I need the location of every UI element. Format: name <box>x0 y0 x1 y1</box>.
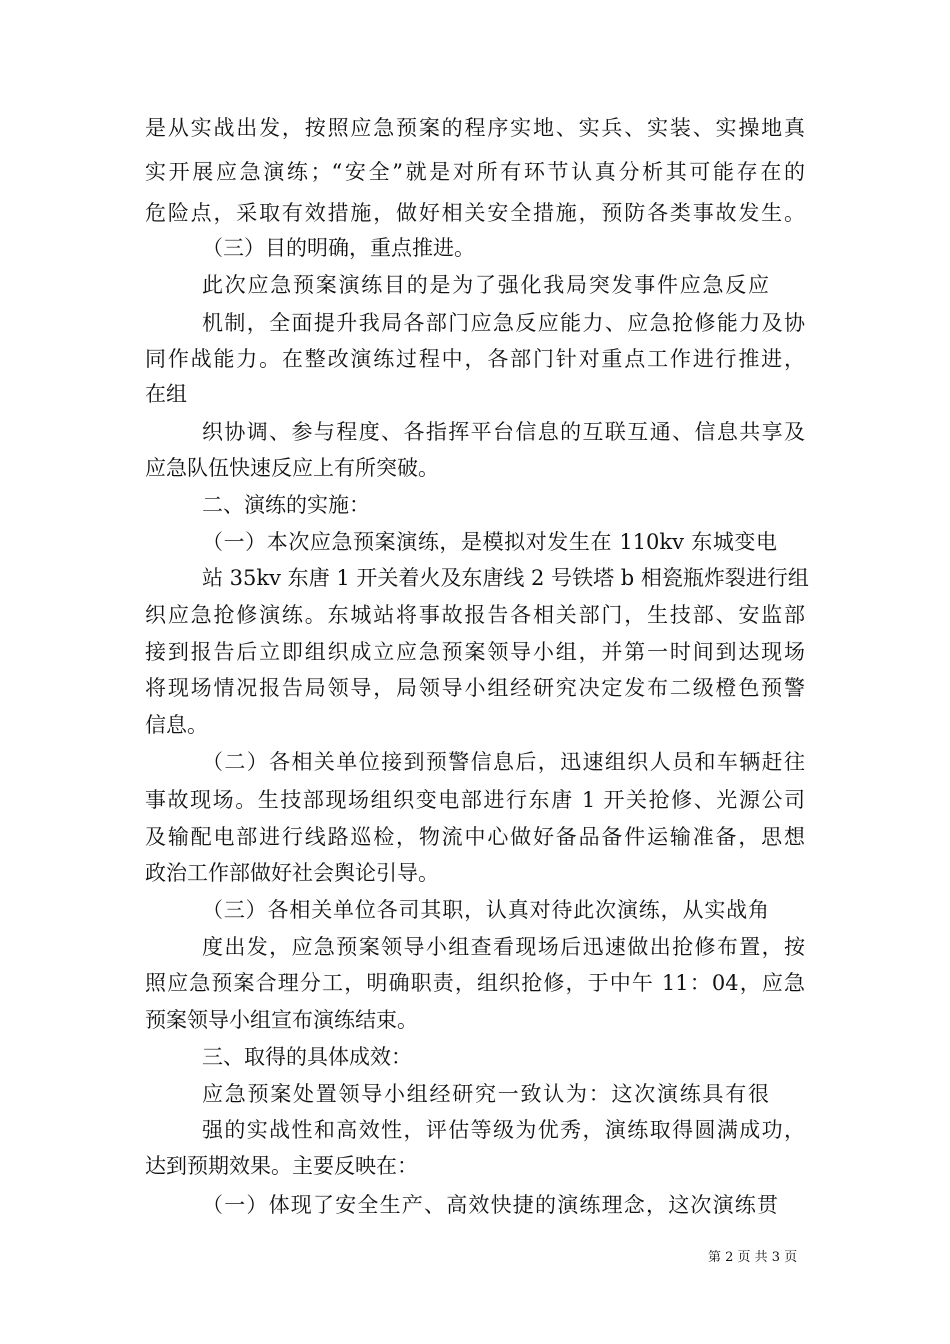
text-line: 站 35kv 东唐 1 开关着火及东唐线 2 号铁塔 b 相瓷瓶炸裂进行组 <box>202 566 809 590</box>
text-line: 接到报告后立即组织成立应急预案领导小组，并第一时间到达现场 <box>145 640 805 664</box>
text-line: 是从实战出发，按照应急预案的程序实地、实兵、实装、实操地真 <box>145 116 805 140</box>
text-line: 信息。 <box>145 713 208 737</box>
text-line: 危险点，采取有效措施，做好相关安全措施，预防各类事故发生。 <box>145 201 805 225</box>
text-line: 应急预案处置领导小组经研究一致认为：这次演练具有很 <box>202 1082 769 1106</box>
text-line: 照应急预案合理分工，明确职责，组织抢修，于中午 11：04，应急 <box>145 971 805 995</box>
text-line: 政治工作部做好社会舆论引导。 <box>145 861 439 885</box>
text-line: 及输配电部进行线路巡检，物流中心做好备品备件运输准备，思想 <box>145 825 805 849</box>
text-line: 预案领导小组宣布演练结束。 <box>145 1008 418 1032</box>
text-line: 织应急抢修演练。东城站将事故报告各相关部门，生技部、安监部 <box>145 603 805 627</box>
text-line: 在组 <box>145 382 187 406</box>
text-line: 将现场情况报告局领导，局领导小组经研究决定发布二级橙色预警 <box>145 676 805 700</box>
text-line: 此次应急预案演练目的是为了强化我局突发事件应急反应 <box>202 273 769 297</box>
section-heading: 二、演练的实施： <box>202 493 370 517</box>
page-number: 第 2 页 共 3 页 <box>708 1250 798 1265</box>
text-line: 事故现场。生技部现场组织变电部进行东唐 1 开关抢修、光源公司 <box>145 788 805 812</box>
section-heading: 三、取得的具体成效： <box>202 1045 412 1069</box>
text-line: 同作战能力。在整改演练过程中，各部门针对重点工作进行推进， <box>145 347 805 371</box>
text-line: 度出发，应急预案领导小组查看现场后迅速做出抢修布置，按 <box>202 935 805 959</box>
text-line: （一）体现了安全生产、高效快捷的演练理念，这次演练贯 <box>202 1193 778 1217</box>
text-line: 织协调、参与程度、各指挥平台信息的互联互通、信息共享及 <box>202 420 805 444</box>
text-line: 达到预期效果。主要反映在： <box>145 1154 418 1178</box>
text-line: 实开展应急演练；“安全”就是对所有环节认真分析其可能存在的 <box>145 160 805 184</box>
section-heading: （三）目的明确，重点推进。 <box>202 236 475 260</box>
text-line: （一）本次应急预案演练，是模拟对发生在 110kv 东城变电 <box>202 530 777 554</box>
text-line: （二）各相关单位接到预警信息后，迅速组织人员和车辆赶往 <box>202 750 805 774</box>
text-line: 机制，全面提升我局各部门应急反应能力、应急抢修能力及协 <box>202 311 805 335</box>
text-line: 应急队伍快速反应上有所突破。 <box>145 456 439 480</box>
text-line: 强的实战性和高效性，评估等级为优秀，演练取得圆满成功， <box>202 1118 805 1142</box>
text-line: （三）各相关单位各司其职，认真对待此次演练，从实战角 <box>202 898 769 922</box>
